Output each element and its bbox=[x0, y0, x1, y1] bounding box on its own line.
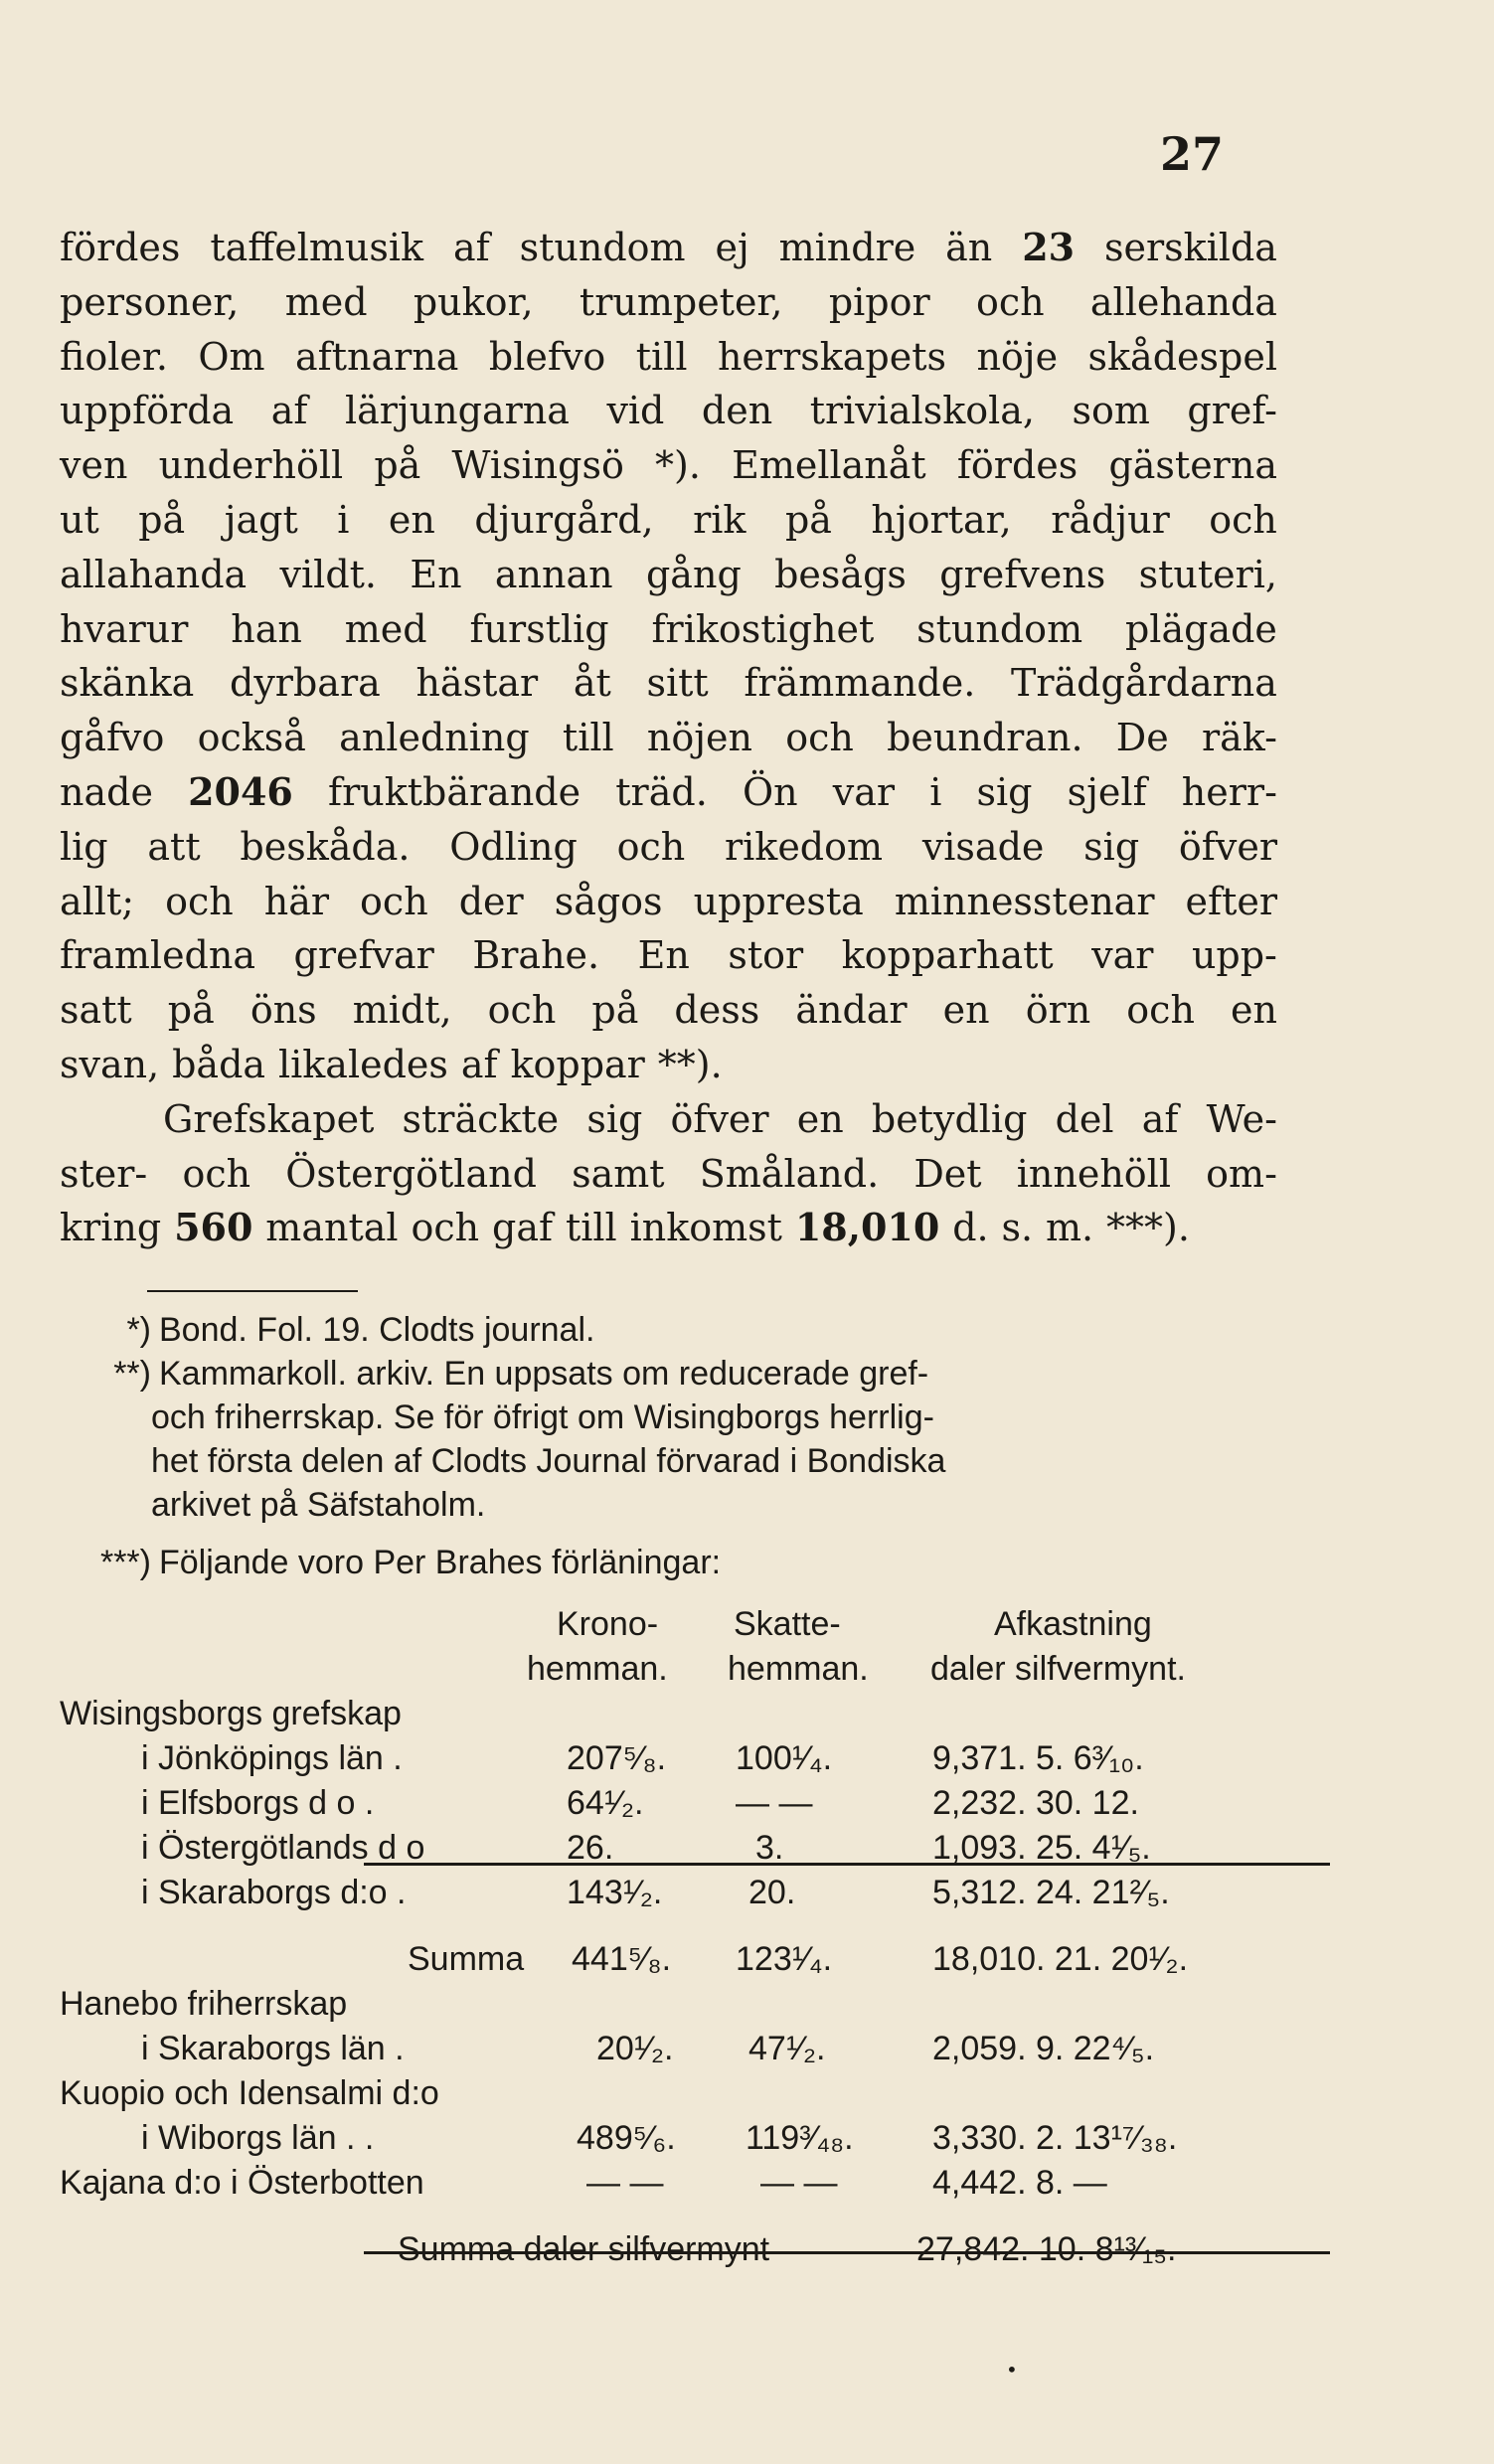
footnote-rule bbox=[147, 1290, 358, 1292]
summa-row: Summa 441⁵⁄₈. 123¹⁄₄. 18,010. 21. 20¹⁄₂. bbox=[408, 1940, 1189, 1978]
footnote-3: ***) Följande voro Per Brahes förläningar: bbox=[99, 1544, 722, 1581]
group-title: Kuopio och Idensalmi d:o bbox=[60, 2074, 439, 2112]
summa-row: Summa daler silfvermynt 27,842. 10. 8¹³⁄₁₅. bbox=[398, 2230, 1177, 2268]
text-line: ut på jagt i en djurgård, rik på hjortar, rådjur och bbox=[60, 497, 1277, 542]
text-line: ven underhöll på Wisingsö *). Emellanåt fördes gästerna bbox=[60, 443, 1277, 488]
table-row: i Elfsborgs d o . 64¹⁄₂. — — 2,232. 30. 12. bbox=[141, 1784, 1139, 1822]
text-line: fördes taffelmusik af stundom ej mindre än 23 serskilda bbox=[60, 225, 1277, 269]
table-row: i Östergötlands d o 26. 3. 1,093. 25. 4¹⁄₅. bbox=[141, 1829, 1151, 1867]
text-line: kring 560 mantal och gaf till inkomst 18,010 d. s. m. ***). bbox=[60, 1205, 1190, 1250]
fief-table bbox=[60, 1602, 1277, 2272]
text-line: hvarur han med furstlig frikostighet stundom plägade bbox=[60, 606, 1277, 651]
text-line: allt; och här och der sågos uppresta minnesstenar efter bbox=[60, 879, 1277, 923]
footnote-1: *) Bond. Fol. 19. Clodts journal. bbox=[126, 1311, 595, 1349]
group-title: Hanebo friherrskap bbox=[60, 1985, 348, 2023]
text-line: framledna grefvar Brahe. En stor kopparhatt var upp- bbox=[60, 933, 1277, 978]
footnote-2-line: het första delen af Clodts Journal förvarad i Bondiska bbox=[151, 1442, 946, 1480]
text-line: fioler. Om aftnarna blefvo till herrskapets nöje skådespel bbox=[60, 334, 1277, 379]
table-header-row-2: hemman. hemman. daler silfvermynt. bbox=[527, 1650, 1186, 1688]
table-row: i Jönköpings län . 207⁵⁄₈. 100¹⁄₄. 9,371. 5. 6³⁄₁₀. bbox=[141, 1739, 1144, 1777]
text-line: personer, med pukor, trumpeter, pipor och allehanda bbox=[60, 279, 1277, 324]
text-line: svan, båda likaledes af koppar **). bbox=[60, 1042, 723, 1086]
text-line: ster- och Östergötland samt Småland. Det innehöll om- bbox=[60, 1151, 1277, 1196]
text-line: lig att beskåda. Odling och rikedom visade sig öfver bbox=[60, 824, 1277, 869]
body-text bbox=[60, 221, 1277, 1255]
text-line: Grefskapet sträckte sig öfver en betydlig del af We- bbox=[163, 1096, 1277, 1141]
text-line: nade 2046 fruktbärande träd. Ön var i sig sjelf herr- bbox=[60, 768, 1277, 814]
table-row: Kajana d:o i Österbotten — — — — 4,442. 8. — bbox=[60, 2164, 1107, 2202]
footnote-2-line: arkivet på Säfstaholm. bbox=[151, 1486, 486, 1524]
text-line: allahanda vildt. En annan gång besågs grefvens stuteri, bbox=[60, 552, 1277, 596]
text-line: gåfvo också anledning till nöjen och beundran. De räk- bbox=[60, 716, 1277, 760]
text-line: satt på öns midt, och på dess ändar en örn och en bbox=[60, 988, 1277, 1033]
table-header-row-1: Krono- Skatte- Afkastning bbox=[557, 1605, 1152, 1643]
page-number: 27 bbox=[1159, 127, 1224, 181]
footnote-2: **) Kammarkoll. arkiv. En uppsats om reducerade gref- bbox=[113, 1355, 929, 1393]
sum-rule bbox=[364, 1863, 1330, 1866]
text-line: skänka dyrbara hästar åt sitt främmande. Trädgårdarna bbox=[60, 661, 1277, 706]
footnote-2-line: och friherrskap. Se för öfrigt om Wisingborgs herrlig- bbox=[151, 1398, 934, 1436]
ink-dot: • bbox=[1006, 2358, 1018, 2382]
group-title: Wisingsborgs grefskap bbox=[60, 1695, 402, 1732]
table-row: i Skaraborgs d:o . 143¹⁄₂. 20. 5,312. 24. 21²⁄₅. bbox=[141, 1874, 1170, 1911]
footnotes bbox=[60, 1308, 1277, 1584]
table-row: i Wiborgs län . . 489⁵⁄₆. 119³⁄₄₈. 3,330. 2. 13¹⁷⁄₃₈. bbox=[141, 2119, 1178, 2157]
text-line: uppförda af lärjungarna vid den trivialskola, som gref- bbox=[60, 389, 1277, 433]
table-row: i Skaraborgs län . 20¹⁄₂. 47¹⁄₂. 2,059. 9. 22⁴⁄₅. bbox=[141, 2030, 1155, 2067]
